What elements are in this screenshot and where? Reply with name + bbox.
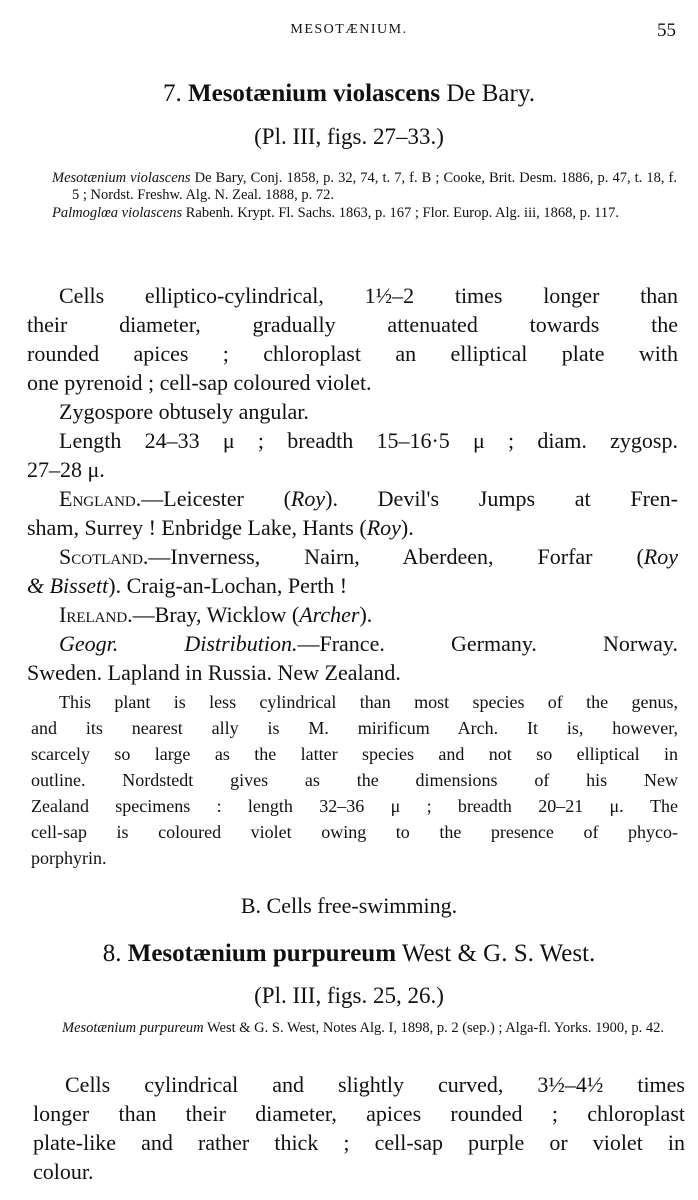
running-head bbox=[0, 20, 698, 44]
species-7-synonymy bbox=[52, 170, 677, 223]
species-7-note bbox=[31, 689, 678, 871]
species-7-description bbox=[27, 281, 678, 687]
synonym-entry bbox=[52, 205, 677, 222]
description-line: Cells cylindrical and slightly curved, 3½–4½ times bbox=[65, 1072, 685, 1097]
locality-scotland: Scotland.—Inverness, Nairn, Aberdeen, Forfar (Roy bbox=[59, 544, 678, 569]
species-7-name: Mesotænium violascens bbox=[188, 80, 441, 107]
synonym-entry bbox=[52, 170, 677, 204]
note-line: This plant is less cylindrical than most species of the genus, bbox=[59, 692, 678, 712]
species-8-number: 8. bbox=[102, 940, 122, 967]
locality-england-cont: sham, Surrey ! Enbridge Lake, Hants (Roy). bbox=[27, 515, 414, 540]
synonym-name: Palmoglœa violascens bbox=[52, 205, 183, 221]
zygospore-line: Zygospore obtusely angular. bbox=[59, 399, 309, 424]
description-line: one pyrenoid ; cell-sap coloured violet. bbox=[27, 370, 372, 395]
synonym-name: Mesotænium violascens bbox=[52, 170, 191, 186]
species-7-number: 7. bbox=[163, 80, 182, 107]
note-line: Zealand specimens : length 32–36 μ ; breadth 20–21 μ. The bbox=[31, 796, 678, 816]
scotland-label: Scotland. bbox=[59, 544, 149, 569]
note-line: porphyrin. bbox=[31, 848, 107, 868]
synonym-citation: Rabenh. Krypt. Fl. Sachs. 1863, p. 167 ; Flor. Europ. Alg. iii, 1868, p. 117. bbox=[185, 205, 619, 221]
species-8-description bbox=[33, 1070, 685, 1186]
species-8-synonymy bbox=[62, 1020, 685, 1038]
description-line: their diameter, gradually attenuated towards the bbox=[27, 312, 678, 337]
synonym-citation: De Bary, Conj. 1858, p. 32, 74, t. 7, f. B ; Cooke, Brit. Desm. 1886, p. 47, t. 18, f. 5 ; Nordst. Freshw. Alg. N. Zeal. 1888, p. 72. bbox=[72, 170, 678, 203]
measurement-line: 27–28 μ. bbox=[27, 457, 105, 482]
geographic-distribution-cont: Sweden. Lapland in Russia. New Zealand. bbox=[27, 660, 401, 685]
locality-ireland: Ireland.—Bray, Wicklow (Archer). bbox=[59, 602, 373, 627]
description-line: plate-like and rather thick ; cell-sap purple or violet in bbox=[33, 1130, 685, 1155]
species-8-author: West & G. S. West. bbox=[401, 940, 596, 967]
species-8-title bbox=[0, 940, 698, 968]
species-7-author: De Bary. bbox=[446, 80, 535, 107]
species-7-plate-ref: (Pl. III, figs. 27–33.) bbox=[254, 124, 444, 149]
note-line: scarcely so large as the latter species and not so elliptical in bbox=[31, 744, 678, 764]
running-title: MESOTÆNIUM. bbox=[290, 22, 408, 37]
synonym-citation: West & G. S. West, Notes Alg. I, 1898, p. 2 (sep.) ; Alga-fl. Yorks. 1900, p. 42. bbox=[207, 1020, 664, 1036]
locality-england: England.—Leicester (Roy). Devil's Jumps at Fren- bbox=[59, 486, 678, 511]
description-line: longer than their diameter, apices rounded ; chloroplast bbox=[33, 1101, 685, 1126]
section-heading: B. Cells free-swimming. bbox=[240, 893, 458, 918]
description-line: Cells elliptico-cylindrical, 1½–2 times longer than bbox=[59, 283, 678, 308]
synonym-name: Mesotænium purpureum bbox=[62, 1020, 204, 1036]
page-number: 55 bbox=[657, 20, 676, 41]
synonym-entry bbox=[62, 1020, 685, 1037]
description-line: colour. bbox=[33, 1159, 94, 1184]
note-line: cell-sap is coloured violet owing to the presence of phyco- bbox=[31, 822, 678, 842]
geogr-label: Geogr. Distribution. bbox=[59, 631, 298, 656]
note-line: and its nearest ally is M. mirificum Arch. It is, however, bbox=[31, 718, 678, 738]
description-line: rounded apices ; chloroplast an elliptical plate with bbox=[27, 341, 678, 366]
measurement-line: Length 24–33 μ ; breadth 15–16·5 μ ; diam. zygosp. bbox=[59, 428, 678, 453]
species-7-title bbox=[0, 80, 698, 108]
geographic-distribution: Geogr. Distribution.—France. Germany. Norway. bbox=[59, 631, 678, 656]
note-line: outline. Nordstedt gives as the dimensions of his New bbox=[31, 770, 678, 790]
england-label: England. bbox=[59, 486, 142, 511]
ireland-label: Ireland. bbox=[59, 602, 133, 627]
locality-scotland-cont: & Bissett). Craig-an-Lochan, Perth ! bbox=[27, 573, 348, 598]
species-8-name: Mesotænium purpureum bbox=[127, 940, 397, 967]
species-8-plate-ref: (Pl. III, figs. 25, 26.) bbox=[254, 983, 444, 1008]
